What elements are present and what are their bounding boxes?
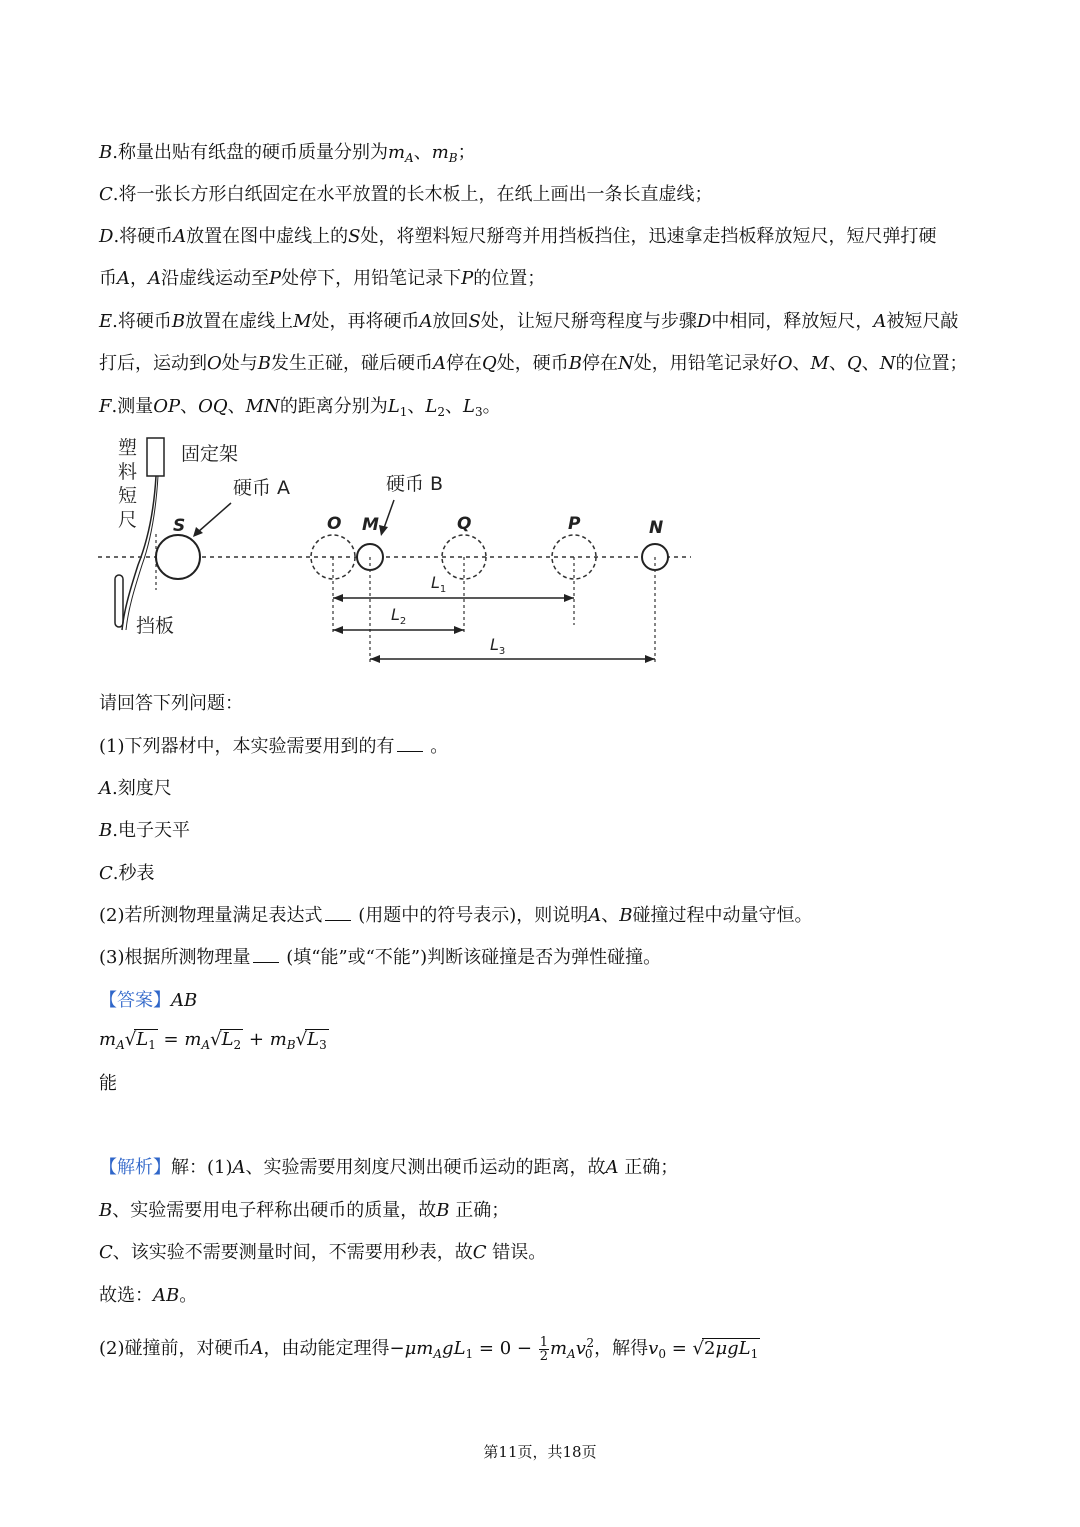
answer-blank-1[interactable]	[397, 737, 423, 752]
fixed-frame	[147, 438, 164, 476]
baffle	[115, 575, 123, 627]
ruler-label-1: 塑	[118, 437, 138, 459]
analysis-line-1: 【解析】解：(1)A、实验需要用刻度尺测出硬币运动的距离，故A 正确；	[99, 1157, 679, 1178]
answer-blank-2[interactable]	[325, 906, 351, 921]
step-b: B.称量出贴有纸盘的硬币质量分别为$m_A$、$m_B$；	[99, 142, 476, 165]
step-e-line2: 打后，运动到O处与B发生正碰，碰后硬币A停在Q处，硬币B停在N处，用铅笔记录好O、M、Q、N的位置；	[99, 353, 968, 374]
question-3: (3)根据所测物理量 (填“能”或“不能”)判断该碰撞是否为弹性碰撞。	[99, 947, 662, 968]
question-1: (1)下列器材中，本实验需要用到的有 。	[99, 736, 449, 757]
step-c: C.将一张长方形白纸固定在水平放置的长木板上，在纸上画出一条长直虚线；	[99, 184, 713, 205]
analysis-line-4: 故选：AB。	[99, 1285, 198, 1306]
label-l3: $L_3$	[490, 635, 506, 657]
label-s: S	[173, 516, 186, 536]
label-o: O	[327, 514, 342, 534]
baffle-label: 挡板	[136, 615, 175, 637]
step-f: F.测量OP、OQ、MN的距离分别为$L_1$、$L_2$、$L_3$。	[99, 396, 501, 419]
answer-formula: $m_A√L_1 = m_A√L_2 + m_B√L_3$	[99, 1027, 985, 1058]
analysis-tag: 【解析】	[99, 1157, 171, 1178]
analysis-line-3: C、该实验不需要测量时间，不需要用秒表，故C 错误。	[99, 1242, 547, 1263]
label-l1: $L_1$	[431, 573, 447, 595]
step-d-line1: D.将硬币A放置在图中虚线上的S处，将塑料短尺掰弯并用挡板挡住，迅速拿走挡板释放短尺，短尺弹打硬	[99, 226, 937, 247]
option-b: B.电子天平	[99, 820, 190, 841]
ruler-label-4: 尺	[118, 509, 138, 531]
answer-tag: 【答案】	[99, 990, 171, 1011]
answer-line: 【答案】AB	[99, 990, 198, 1011]
step-e-line1: E.将硬币B放置在虚线上M处，再将硬币A放回S处，让短尺掰弯程度与步骤D中相同，释放短尺，A被短尺敲	[99, 311, 959, 332]
option-c: C.秒表	[99, 863, 155, 884]
answer-blank-3[interactable]	[253, 948, 279, 963]
analysis-line-2: B、实验需要用电子秤称出硬币的质量，故B 正确；	[99, 1200, 510, 1221]
coin-a-at-s	[156, 535, 200, 579]
page-number: 第11页，共18页	[483, 1443, 597, 1461]
coin-b-label: 硬币 B	[386, 473, 444, 495]
option-a: A.刻度尺	[99, 778, 172, 799]
ruler-label-2: 料	[118, 461, 138, 483]
step-d-line2: 币A，A沿虚线运动至P处停下，用铅笔记录下P的位置；	[99, 268, 546, 289]
label-n: N	[649, 518, 664, 538]
label-p: P	[568, 514, 581, 534]
analysis-line-5: (2)碰撞前，对硬币A，由动能定理得$-\mu m_AgL_1 = 0$ − $\frac{1}{2}$ $m_Av_0^2$，解得$v_0 = √2\mu gL_1$	[99, 1334, 759, 1364]
fixed-frame-label: 固定架	[181, 443, 239, 465]
questions-intro: 请回答下列问题：	[99, 693, 243, 714]
ruler-label-3: 短	[118, 485, 138, 507]
experiment-diagram	[96, 430, 696, 670]
coin-a-label: 硬币 A	[233, 477, 291, 499]
question-2: (2)若所测物理量满足表达式 (用题中的符号表示)，则说明A、B碰撞过程中动量守恒。	[99, 905, 813, 926]
label-q: Q	[457, 514, 472, 534]
label-m: M	[362, 515, 379, 535]
label-l2: $L_2$	[391, 605, 407, 627]
answer-3: 能	[99, 1073, 117, 1094]
